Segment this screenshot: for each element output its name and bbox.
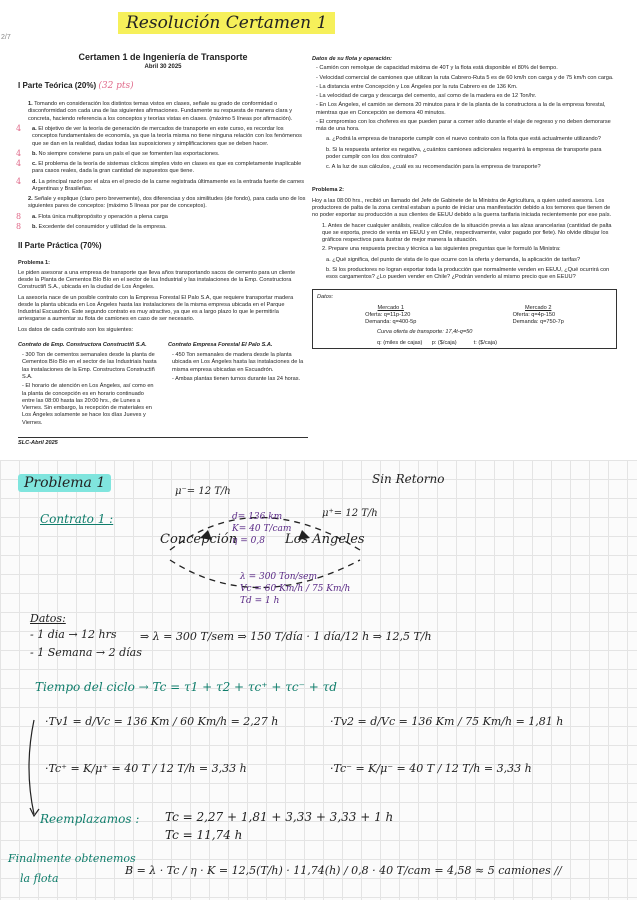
question-2b: 8 b. Excedente del consumidor y utilidad de la empresa.	[16, 221, 167, 231]
contract-2-title: Contrato Empresa Forestal El Palo S.A.	[168, 341, 273, 348]
lambda-value: λ = 300 Ton/sem	[240, 572, 318, 582]
destination-los-angeles: Los Angeles	[285, 532, 365, 547]
contract-1	[18, 342, 158, 429]
tv1-calc: ·Tv1 = d/Vc = 136 Km / 60 Km/h = 2,27 h	[45, 715, 279, 728]
fleet-title: Datos de su flota y operación:	[312, 56, 392, 62]
problem1-title: Problema 1:	[18, 259, 51, 266]
problem1-text-1: Le piden asesorar a una empresa de transporte que lleva años transportando sacos de cemento para un cliente desde la Planta de Cementos Bío Bío en el sector de las Industrial y las instalaciones de la Emp. Constructora Constructiñ S.A., ubicada en la ciudad de Los Ángeles.	[18, 269, 296, 291]
header	[0, 0, 637, 41]
exam-date: Abril 30 2025	[144, 63, 182, 70]
distance: d= 136 km	[232, 512, 283, 522]
data-day: - 1 dia → 12 hrs	[30, 628, 117, 641]
market-2-supply: Oferta: q=4p-150	[512, 311, 556, 318]
points-note: (32 pts)	[98, 81, 134, 92]
contract-2	[168, 342, 308, 429]
page-number: 2/7	[1, 34, 11, 41]
problem1-text-2: La asesoría nace de un posible contrato con la Empresa Forestal El Palo S.A, que requiere transportar madera desde la planta ubicada en Los Ángeles hasta las instalaciones de la misma empresa ubicada en el Parque Industrial Escuadrón. Este segundo contrato es muy atractivo, ya que es a largo plazo lo que le permitiría arriesgarse a aumentar su flota de camiones en caso de ser necesario.	[18, 294, 294, 323]
cycle-time-formula: Tiempo del ciclo → Tc = τ1 + τ2 + τc⁺ + τc⁻ + τd	[35, 680, 337, 694]
question-1c: 4 c. El problema de la teoría de sistemas cíclicos simples visto en clases es que es completamente inaplicable para casos reales, dada la gran cantidad de supuestos que tiene.	[16, 159, 302, 175]
fleet-item: - Camión con remolque de capacidad máxima de 40T y la flota está disponible el 80% del tiempo.	[316, 65, 558, 72]
exam-right-column	[312, 50, 617, 349]
part1-heading: I Parte Teórica (20%) (32 pts)	[18, 81, 134, 92]
fleet-question-c: c. A la luz de sus cálculos, ¿cuál es su recomendación para la empresa de transporte?	[326, 164, 541, 171]
market-1-demand: Demanda: q=400-5p	[365, 319, 417, 326]
fleet-item: - La velocidad de carga y descarga del cemento, así como de la madera es de 12 Ton/hr.	[316, 93, 537, 100]
problem2-text: Hoy a las 08:00 hrs., recibió un llamado del Jefe de Gabinete de la Ministra de Agricultura, a quien usted asesora. Los productores de palta de la zona central estaban a punto de iniciar una manifestación debido a los temores que tienen de no poder exportar su producción a sus clientes de EEUU debido a la guerra tarifaria iniciada recientemente por ese país.	[312, 197, 612, 219]
transport-supply-curve: Curva oferta de transporte: 17,4t-q=50	[377, 329, 473, 336]
exam-footer: SLC-Abril 2025	[18, 439, 58, 446]
fleet-item: - En Los Ángeles, el camión se demora 20 minutos para ir de la planta de la constructora a la de la empresa forestal, mientras que en Concepción se demora 40 minutos.	[316, 102, 606, 116]
market-2-demand: Demanda: q=750-7p	[512, 319, 564, 326]
cycle-result: Tc = 11,74 h	[165, 828, 243, 842]
question-2a: 8 a. Flota única multipropósito y operación a plena carga	[16, 211, 168, 221]
part2-heading: II Parte Práctica (70%)	[18, 241, 102, 251]
question-1d: 4 d. La principal razón por el alza en el precio de la carne registrada últimamente es la entrada fuerte de carnes Argentinas y Brasileñas.	[16, 176, 305, 192]
market-1-title: Mercado 1	[377, 304, 404, 311]
exam-sheet	[12, 50, 632, 455]
fleet-item: - Velocidad comercial de camiones que utilizan la ruta Cabrero-Ruta 5 es de 60 km/h con carga y de 75 km/h con carga.	[316, 74, 614, 81]
question-1: 1. Tomando en consideración los distintos temas vistos en clases, señale su grado de conformidad o disconformidad con cada una de las siguientes afirmaciones. Fundamente su respuesta de manera clara y concreta, haciendo referencia a los conceptos y teorías vistas en clases. (máximo 5 líneas por afirmación).	[28, 101, 293, 122]
market-1	[365, 305, 416, 327]
question-1b: 4 b. No siempre conviene para un país el que se fomenten las exportaciones.	[16, 148, 220, 158]
substitute-label: Reemplazamos :	[40, 812, 140, 826]
contract-2-item: - Ambas plantas tienen turnos durante las 24 horas.	[172, 376, 301, 382]
market-2-title: Mercado 2	[525, 304, 552, 311]
question-2: 2. Señale y explique (claro pero brevemente), dos diferencias y dos similitudes (de fondo), para cada uno de los siguientes pares de conceptos: (máximo 5 líneas por par de conceptos).	[28, 196, 306, 210]
contract-1-title: Contrato de Emp. Constructora Constructiñ S.A.	[18, 341, 147, 348]
problem2-item-1: 1. Antes de hacer cualquier análisis, realice cálculos de la situación previa a las alzas arancelarias (cantidad de palta que se exporta, precio de venta en EEUU y en Chile, respectivamente, valor pagado por flete). No olvide dibujar los gráficos respectivos para ilustrar de mejor manera la situación.	[322, 222, 612, 244]
page-heading: Resolución Certamen 1	[118, 12, 335, 34]
data-week: - 1 Semana → 2 días	[30, 646, 142, 659]
problem2-item-2a: a. ¿Qué significa, del punto de vista de lo que ocurre con la oferta y demanda, la aplicación de tarifas?	[326, 256, 581, 263]
availability: η = 0,8	[232, 536, 265, 546]
handwritten-notes	[0, 460, 637, 900]
market-1-supply: Oferta: q=11p-120	[365, 311, 411, 318]
lambda-conversion: ⇒ λ = 300 T/sem ⇒ 150 T/día · 1 día/12 h ⇒ 12,5 T/h	[140, 630, 432, 643]
capacity: K= 40 T/cam	[232, 524, 292, 534]
divider	[18, 437, 308, 438]
fleet-item: - La distancia entre Concepción y Los Ángeles por la ruta Cabrero es de 136 Km.	[316, 83, 518, 90]
contracts-table	[18, 342, 308, 429]
tc-minus-calc: ·Tc⁻ = K/μ⁻ = 40 T / 12 T/h = 3,33 h	[330, 762, 532, 775]
conclusion-line-2: la flota	[20, 872, 59, 885]
contract-1-item: - 300 Ton de cementos semanales desde la planta de Cementos Bío Bío en el sector de las Industriais hasta las instalaciones de la Emp. Constructora Constructiñ S.A.	[22, 352, 157, 380]
contract-1-item: - El horario de atención en Los Ángeles, así como en la planta de concepción es en horario continuado entre las 08:00 hasta las 20:00 hrs., de Lunes a Viernes. Sin embargo, la recepción de materiales en Los Ángeles solamente se hace los días Jueves y Viernes.	[22, 383, 154, 426]
data-box	[312, 289, 617, 349]
fleet-item: - El compromiso con los choferes es que pueden parar a comer sólo durante el viaje de regreso y no deben demorarse más de una hora.	[316, 118, 611, 133]
problem1-text-3: Los datos de cada contrato son los siguientes:	[18, 326, 134, 333]
problem2-item-2: 2. Prepare una respuesta precisa y técnica a las siguientes preguntas que le formuló la Ministra:	[322, 246, 561, 253]
contract-2-item: - 450 Ton semanales de madera desde la planta ubicada en Los Ángeles hasta las instalaciones de la misma empresa ubicadas en Escuadrón.	[172, 352, 304, 373]
data-heading: Datos:	[30, 612, 66, 625]
td-value: Td = 1 h	[240, 596, 280, 606]
notes-title: Problema 1	[18, 474, 111, 492]
fleet-question-b: b. Si la respuesta anterior es negativa, ¿cuántos camiones adicionales requerirá la empresa de transporte para poder cumplir con los dos contratos?	[326, 146, 602, 160]
fleet-size-equation: B = λ · Tc / η · K = 12,5(T/h) · 11,74(h) / 0,8 · 40 T/cam = 4,58 ≈ 5 camiones //	[125, 864, 562, 877]
question-1a: 4 a. El objetivo de ver la teoría de generación de mercados de transporte en este curso, es recordar los conceptos fundamentales de economía, ya que la teoría misma no tiene ninguna relación con los fenómenos que se dan en la realidad, dadas todas las suposiciones y simplificaciones que se deben hacer.	[16, 123, 302, 147]
no-return-label: Sin Retorno	[372, 472, 445, 486]
exam-title: Certamen 1 de Ingeniería de Transporte	[78, 52, 248, 62]
tv2-calc: ·Tv2 = d/Vc = 136 Km / 75 Km/h = 1,81 h	[330, 715, 564, 728]
units-line: q: (miles de cajas) p: ($/caja) t: ($/caja)	[377, 339, 497, 346]
exam-left-column	[18, 50, 308, 447]
data-box-title: Datos:	[317, 294, 334, 301]
problem2-title: Problema 2:	[312, 187, 345, 194]
origin-concepcion: Concepción	[160, 532, 238, 547]
problem2-item-2b: b. Si los productores no logran exportar toda la producción que normalmente venden en EEUU, ¿Qué ocurrirá con esos cargamentos? ¿Lo pueden vender en Chile? ¿Podrán venderlo al mismo precio que en EEUU?	[326, 266, 610, 281]
tc-plus-calc: ·Tc⁺ = K/μ⁺ = 40 T / 12 T/h = 3,33 h	[45, 762, 247, 775]
speed-value: Vc = 60 Km/h / 75 Km/h	[240, 584, 351, 594]
conclusion-line-1: Finalmente obtenemos	[8, 852, 136, 865]
contract-label: Contrato 1 :	[40, 512, 114, 526]
bracket-arrow-icon	[20, 718, 40, 818]
mu-minus: μ⁻= 12 T/h	[175, 486, 231, 497]
market-2	[513, 305, 564, 327]
mu-plus: μ⁺= 12 T/h	[322, 508, 378, 519]
fleet-question-a: a. ¿Podrá la empresa de transporte cumplir con el nuevo contrato con la flota que está actualmente utilizando?	[326, 136, 601, 143]
cycle-sum: Tc = 2,27 + 1,81 + 3,33 + 3,33 + 1 h	[165, 810, 394, 824]
